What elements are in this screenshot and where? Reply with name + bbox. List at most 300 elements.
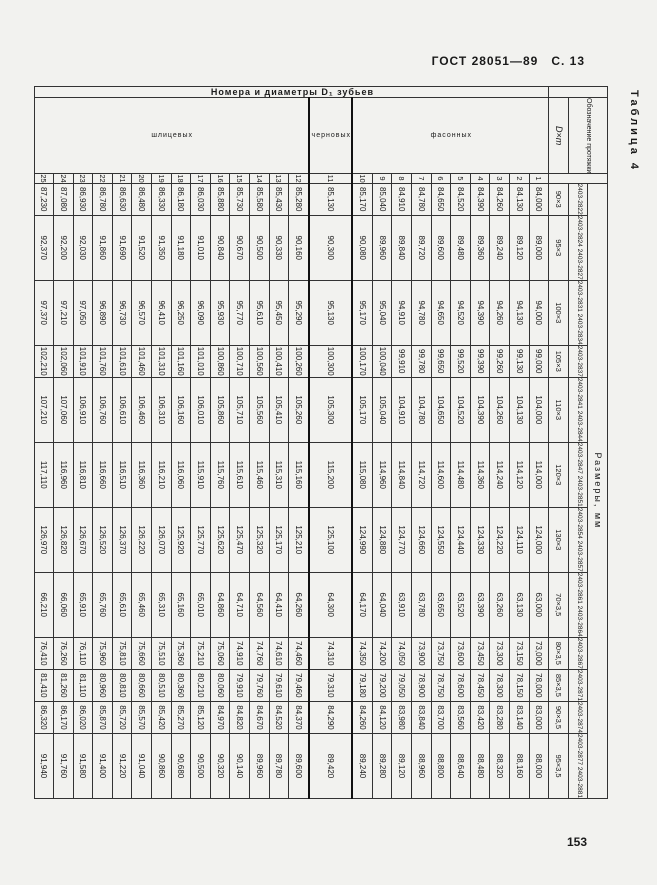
table-cell: 104,520: [451, 377, 471, 442]
table-cell: 86,020: [73, 701, 93, 733]
table-cell: 106,610: [112, 377, 132, 442]
table-cell: 94,520: [451, 280, 471, 345]
table-cell: 73,000: [529, 637, 549, 669]
table-cell: 84,260: [490, 183, 510, 215]
table-cell: 101,760: [93, 345, 113, 377]
table-cell: 115,610: [230, 442, 250, 507]
table-cell: 75,660: [132, 637, 152, 669]
table-cell: 80,060: [210, 669, 230, 701]
group-label-cell: [34, 98, 309, 174]
table-cell: 78,150: [510, 669, 530, 701]
row-number: 21: [112, 174, 132, 183]
table-cell: 64,560: [250, 572, 270, 637]
table-cell: 91,010: [191, 215, 211, 280]
table-cell: 116,360: [132, 442, 152, 507]
table-cell: 114,840: [392, 442, 412, 507]
group-label-cell: [352, 98, 548, 174]
table-cell: 124,880: [372, 507, 392, 572]
table-cell: 126,370: [112, 507, 132, 572]
column-dims-header: 120×3: [549, 442, 569, 507]
table-cell: 79,460: [289, 669, 309, 701]
column-dims-header: 80×3,5: [549, 637, 569, 669]
table-cell: 116,210: [152, 442, 172, 507]
table-cell: 80,360: [171, 669, 191, 701]
table-cell: 91,860: [93, 215, 113, 280]
table-row: [289, 87, 309, 799]
table-cell: 125,100: [309, 507, 352, 572]
table-cell: 101,910: [73, 345, 93, 377]
row-number: 8: [392, 174, 412, 183]
table-cell: 116,960: [54, 442, 74, 507]
table-cell: 78,300: [490, 669, 510, 701]
table-cell: 124,220: [490, 507, 510, 572]
table-cell: 124,990: [352, 507, 372, 572]
table-cell: 85,870: [93, 701, 113, 733]
table-row: [431, 87, 451, 799]
column-code-header: 2403-2841 2403-2844: [568, 377, 588, 442]
table-cell: 74,200: [372, 637, 392, 669]
table-cell: 90,500: [191, 734, 211, 799]
table-cell: 115,080: [352, 442, 372, 507]
table-cell: 88,480: [470, 734, 490, 799]
table-row: [372, 87, 392, 799]
row-number: 1: [529, 174, 549, 183]
table-cell: 74,910: [230, 637, 250, 669]
table-cell: 114,120: [510, 442, 530, 507]
table-cell: 104,390: [470, 377, 490, 442]
table-cell: 64,300: [309, 572, 352, 637]
table-cell: 104,000: [529, 377, 549, 442]
table-cell: 95,450: [269, 280, 289, 345]
table-cell: 75,360: [171, 637, 191, 669]
table-cell: 75,810: [112, 637, 132, 669]
table-row: [112, 87, 132, 799]
table-cell: 84,520: [451, 183, 471, 215]
table-cell: 99,520: [451, 345, 471, 377]
row-number: 12: [289, 174, 309, 183]
table-cell: 86,330: [152, 183, 172, 215]
table-cell: 115,160: [289, 442, 309, 507]
table-cell: 84,370: [289, 701, 309, 733]
table-cell: 95,040: [372, 280, 392, 345]
table-cell: 65,610: [112, 572, 132, 637]
dimensions-table: [34, 86, 608, 799]
table-cell: 92,200: [54, 215, 74, 280]
table-cell: 74,050: [392, 637, 412, 669]
table-cell: 117,110: [34, 442, 54, 507]
row-number: 19: [152, 174, 172, 183]
table-cell: 115,460: [250, 442, 270, 507]
row-number: 4: [470, 174, 490, 183]
table-cell: 83,840: [412, 701, 432, 733]
table-cell: 116,060: [171, 442, 191, 507]
index-column-header: [549, 174, 608, 183]
table-cell: 96,410: [152, 280, 172, 345]
table-cell: 99,780: [412, 345, 432, 377]
table-cell: 91,220: [112, 734, 132, 799]
table-cell: 79,760: [250, 669, 270, 701]
table-cell: 116,810: [73, 442, 93, 507]
table-row: [250, 87, 270, 799]
table-cell: 84,290: [309, 701, 352, 733]
table-cell: 79,610: [269, 669, 289, 701]
table-cell: 76,410: [34, 637, 54, 669]
table-cell: 96,090: [191, 280, 211, 345]
table-row: [490, 87, 510, 799]
table-cell: 106,010: [191, 377, 211, 442]
group-label: черновых: [311, 132, 352, 140]
table-cell: 124,440: [451, 507, 471, 572]
table-cell: 86,630: [112, 183, 132, 215]
table-cell: 84,390: [470, 183, 490, 215]
table-cell: 124,110: [510, 507, 530, 572]
table-cell: 92,370: [34, 215, 54, 280]
table-cell: 100,710: [230, 345, 250, 377]
table-cell: 81,110: [73, 669, 93, 701]
table-cell: 84,780: [412, 183, 432, 215]
table-cell: 65,910: [73, 572, 93, 637]
table-cell: 91,040: [132, 734, 152, 799]
table-cell: 91,520: [132, 215, 152, 280]
table-body: [34, 87, 549, 799]
table-cell: 89,360: [470, 215, 490, 280]
table-cell: 94,650: [431, 280, 451, 345]
column-code-header: 2403-2871: [568, 669, 588, 701]
table-cell: 66,060: [54, 572, 74, 637]
table-cell: 101,010: [191, 345, 211, 377]
table-cell: 86,180: [171, 183, 191, 215]
table-cell: 80,960: [93, 669, 113, 701]
table-cell: 80,660: [132, 669, 152, 701]
table-cell: 85,130: [309, 183, 352, 215]
page-label: С. 13: [551, 54, 585, 68]
table-cell: 86,780: [93, 183, 113, 215]
group-label-cell: [309, 98, 352, 174]
table-cell: 79,310: [309, 669, 352, 701]
dxm-label: D×m: [549, 98, 569, 174]
table-cell: 97,210: [54, 280, 74, 345]
table-cell: 126,220: [132, 507, 152, 572]
column-dims-header: 70×3,5: [549, 572, 569, 637]
table-row: [269, 87, 289, 799]
table-cell: 105,560: [250, 377, 270, 442]
table-row: [510, 87, 530, 799]
table-cell: 63,130: [510, 572, 530, 637]
table-row: [230, 87, 250, 799]
table-cell: 101,460: [132, 345, 152, 377]
row-number: 20: [132, 174, 152, 183]
table-cell: 84,650: [431, 183, 451, 215]
table-cell: 83,980: [392, 701, 412, 733]
column-code-header: 2403-2847 2403-2851: [568, 442, 588, 507]
table-cell: 73,150: [510, 637, 530, 669]
column-dims-header: 85×3,5: [549, 669, 569, 701]
table-cell: 91,180: [171, 215, 191, 280]
table-cell: 95,170: [352, 280, 372, 345]
table-cell: 85,120: [191, 701, 211, 733]
table-cell: 94,000: [529, 280, 549, 345]
row-number: 7: [412, 174, 432, 183]
table-cell: 86,480: [132, 183, 152, 215]
table-cell: 97,050: [73, 280, 93, 345]
table-cell: 89,600: [289, 734, 309, 799]
table-cell: 76,110: [73, 637, 93, 669]
dims-header-row: [549, 87, 569, 799]
table-cell: 116,510: [112, 442, 132, 507]
table-cell: 106,160: [171, 377, 191, 442]
table-cell: 75,960: [93, 637, 113, 669]
table-cell: 86,930: [73, 183, 93, 215]
table-cell: 74,350: [352, 637, 372, 669]
table-cell: 125,320: [250, 507, 270, 572]
table-cell: 79,180: [352, 669, 372, 701]
table-cell: 104,260: [490, 377, 510, 442]
table-cell: 63,260: [490, 572, 510, 637]
table-cell: 66,210: [34, 572, 54, 637]
table-cell: 76,260: [54, 637, 74, 669]
column-dims-header: 90×3: [549, 183, 569, 215]
table-cell: 95,130: [309, 280, 352, 345]
table-cell: 65,010: [191, 572, 211, 637]
table-cell: 105,300: [309, 377, 352, 442]
table-cell: 124,000: [529, 507, 549, 572]
table-row: [132, 87, 152, 799]
table-cell: 104,650: [431, 377, 451, 442]
table-cell: 83,140: [510, 701, 530, 733]
table-row: [191, 87, 211, 799]
table-cell: 99,390: [470, 345, 490, 377]
table-cell: 89,120: [510, 215, 530, 280]
row-number: 14: [250, 174, 270, 183]
table-cell: 84,000: [529, 183, 549, 215]
table-row: [470, 87, 490, 799]
row-number: 15: [230, 174, 250, 183]
table-row: [34, 87, 54, 799]
table-cell: 63,520: [451, 572, 471, 637]
table-cell: 75,060: [210, 637, 230, 669]
table-cell: 88,960: [412, 734, 432, 799]
table-cell: 89,600: [431, 215, 451, 280]
column-dims-header: 105×3: [549, 345, 569, 377]
table-cell: 85,430: [269, 183, 289, 215]
table-cell: 90,670: [230, 215, 250, 280]
table-cell: 89,960: [372, 215, 392, 280]
table-cell: 102,210: [34, 345, 54, 377]
row-number: 6: [431, 174, 451, 183]
table-cell: 89,960: [250, 734, 270, 799]
table-cell: 73,750: [431, 637, 451, 669]
table-cell: 89,480: [451, 215, 471, 280]
table-cell: 81,260: [54, 669, 74, 701]
table-cell: 79,910: [230, 669, 250, 701]
table-cell: 125,620: [210, 507, 230, 572]
rotated-table-container: [34, 86, 608, 799]
table-cell: 107,060: [54, 377, 74, 442]
table-cell: 100,300: [309, 345, 352, 377]
table-cell: 88,000: [529, 734, 549, 799]
table-cell: 125,920: [171, 507, 191, 572]
table-cell: 64,170: [352, 572, 372, 637]
table-cell: 101,160: [171, 345, 191, 377]
table-cell: 84,120: [372, 701, 392, 733]
row-number: 23: [73, 174, 93, 183]
table-cell: 78,600: [451, 669, 471, 701]
table-cell: 106,910: [73, 377, 93, 442]
column-code-header: 2403-2877 2403-2881: [568, 734, 588, 799]
table-cell: 90,330: [269, 215, 289, 280]
table-cell: 106,310: [152, 377, 172, 442]
column-dims-header: 90×3,5: [549, 701, 569, 733]
table-cell: 124,330: [470, 507, 490, 572]
table-cell: 89,780: [269, 734, 289, 799]
table-cell: 105,170: [352, 377, 372, 442]
table-cell: 90,160: [289, 215, 309, 280]
table-cell: 95,930: [210, 280, 230, 345]
table-cell: 75,210: [191, 637, 211, 669]
table-cell: 125,470: [230, 507, 250, 572]
table-cell: 85,270: [171, 701, 191, 733]
side-title: Номера и диаметры D₁ зубьев: [210, 87, 374, 97]
standard-designation: ГОСТ 28051—89: [431, 54, 539, 68]
table-cell: 65,760: [93, 572, 113, 637]
table-cell: 105,410: [269, 377, 289, 442]
table-cell: 104,130: [510, 377, 530, 442]
table-cell: 99,650: [431, 345, 451, 377]
table-cell: 91,760: [54, 734, 74, 799]
column-code-header: 2403-2854 2403-2857: [568, 507, 588, 572]
table-cell: 81,410: [34, 669, 54, 701]
table-cell: 92,030: [73, 215, 93, 280]
table-cell: 84,820: [230, 701, 250, 733]
table-cell: 107,210: [34, 377, 54, 442]
table-cell: 83,560: [451, 701, 471, 733]
table-cell: 96,730: [112, 280, 132, 345]
table-cell: 65,160: [171, 572, 191, 637]
table-cell: 90,860: [152, 734, 172, 799]
row-number: 3: [490, 174, 510, 183]
page-header: [432, 54, 585, 68]
table-cell: 64,710: [230, 572, 250, 637]
table-cell: 74,760: [250, 637, 270, 669]
column-code-header: 2403-2822: [568, 183, 588, 215]
table-cell: 89,720: [412, 215, 432, 280]
table-title: Размеры, мм: [588, 183, 608, 798]
table-cell: 114,600: [431, 442, 451, 507]
table-cell: 104,780: [412, 377, 432, 442]
table-cell: 86,170: [54, 701, 74, 733]
table-cell: 90,320: [210, 734, 230, 799]
table-row: [93, 87, 113, 799]
table-cell: 64,410: [269, 572, 289, 637]
table-cell: 100,040: [372, 345, 392, 377]
table-cell: 88,320: [490, 734, 510, 799]
table-cell: 64,040: [372, 572, 392, 637]
table-cell: 63,390: [470, 572, 490, 637]
table-row: [73, 87, 93, 799]
table-cell: 100,260: [289, 345, 309, 377]
table-cell: 101,610: [112, 345, 132, 377]
table-cell: 74,460: [289, 637, 309, 669]
table-cell: 91,400: [93, 734, 113, 799]
column-code-header: 2403-2824 2403-2827: [568, 215, 588, 280]
table-cell: 105,040: [372, 377, 392, 442]
table-cell: 94,130: [510, 280, 530, 345]
table-cell: 115,910: [191, 442, 211, 507]
table-cell: 100,860: [210, 345, 230, 377]
column-dims-header: 110×3: [549, 377, 569, 442]
row-number: 18: [171, 174, 191, 183]
row-number: 17: [191, 174, 211, 183]
table-cell: 114,360: [470, 442, 490, 507]
table-cell: 85,280: [289, 183, 309, 215]
table-cell: 90,680: [171, 734, 191, 799]
table-cell: 99,130: [510, 345, 530, 377]
row-number: 16: [210, 174, 230, 183]
table-cell: 85,880: [210, 183, 230, 215]
table-cell: 85,570: [132, 701, 152, 733]
table-cell: 87,230: [34, 183, 54, 215]
row-number: 2: [510, 174, 530, 183]
table-row: [210, 87, 230, 799]
row-number: 24: [54, 174, 74, 183]
table-cell: 85,420: [152, 701, 172, 733]
column-dims-header: 95×3: [549, 215, 569, 280]
table-cell: 115,200: [309, 442, 352, 507]
table-cell: 125,770: [191, 507, 211, 572]
table-cell: 73,600: [451, 637, 471, 669]
table-cell: 114,000: [529, 442, 549, 507]
table-cell: 90,500: [250, 215, 270, 280]
row-number: 13: [269, 174, 289, 183]
group-label: фасонных: [431, 132, 473, 140]
table-cell: 126,970: [34, 507, 54, 572]
table-cell: 124,550: [431, 507, 451, 572]
column-dims-header: 130×3: [549, 507, 569, 572]
table-cell: 91,690: [112, 215, 132, 280]
table-cell: 65,460: [132, 572, 152, 637]
table-cell: 100,170: [352, 345, 372, 377]
table-cell: 102,060: [54, 345, 74, 377]
page-number: 153: [566, 835, 587, 849]
table-cell: 94,260: [490, 280, 510, 345]
table-cell: 90,840: [210, 215, 230, 280]
table-cell: 126,520: [93, 507, 113, 572]
table-cell: 85,040: [372, 183, 392, 215]
table-cell: 95,770: [230, 280, 250, 345]
table-cell: 96,250: [171, 280, 191, 345]
table-cell: 95,290: [289, 280, 309, 345]
table-cell: 105,260: [289, 377, 309, 442]
table-cell: 64,260: [289, 572, 309, 637]
table-cell: 90,300: [309, 215, 352, 280]
table-cell: 88,160: [510, 734, 530, 799]
table-cell: 79,050: [392, 669, 412, 701]
table-cell: 63,000: [529, 572, 549, 637]
table-cell: 106,460: [132, 377, 152, 442]
column-code-header: 2403-2867: [568, 637, 588, 669]
table-cell: 74,610: [269, 637, 289, 669]
table-caption: Таблица 4: [628, 90, 640, 173]
corner-header: Обозначение протяжки: [568, 98, 607, 174]
table-cell: 115,760: [210, 442, 230, 507]
table-cell: 100,410: [269, 345, 289, 377]
table-cell: 99,910: [392, 345, 412, 377]
table-cell: 73,900: [412, 637, 432, 669]
table-row: [352, 87, 372, 799]
table-cell: 101,310: [152, 345, 172, 377]
table-cell: 114,960: [372, 442, 392, 507]
column-code-header: 2403-2831 2403-2834: [568, 280, 588, 345]
